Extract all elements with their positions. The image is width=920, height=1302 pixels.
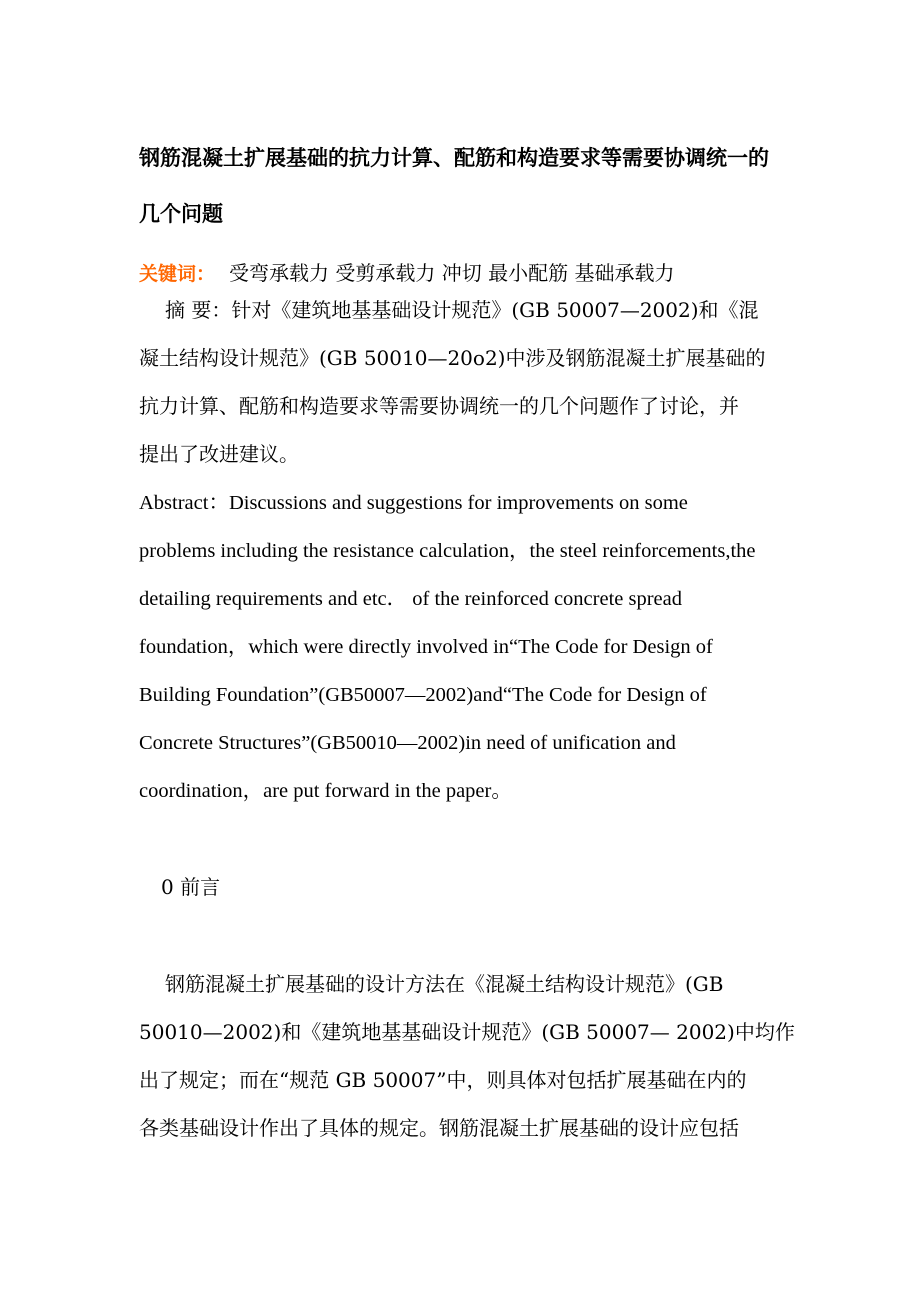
abstract-en-line: Concrete Structures”(GB50010—2002)in need of unification and (139, 732, 676, 754)
abstract-cn-line: 提出了改进建议。 (139, 442, 299, 466)
section-heading: 0 前言 (161, 875, 221, 899)
title-line-2: 几个问题 (139, 202, 223, 226)
body-line: 钢筋混凝土扩展基础的设计方法在《混凝土结构设计规范》(GB (165, 972, 724, 996)
abstract-cn-line: 摘 要：针对《建筑地基基础设计规范》(GB 50007—2002)和《混 (165, 298, 759, 322)
body-line: 各类基础设计作出了具体的规定。钢筋混凝土扩展基础的设计应包括 (139, 1116, 739, 1140)
body-line: 50010—2002)和《建筑地基基础设计规范》(GB 50007— 2002)中均作 (139, 1020, 795, 1044)
keywords-label: 关键词： (139, 263, 216, 285)
body-line: 出了规定；而在“规范 GB 50007”中，则具体对包括扩展基础在内的 (139, 1068, 747, 1092)
keywords-text: 受弯承载力 受剪承载力 冲切 最小配筋 基础承载力 (229, 261, 675, 285)
abstract-cn-line: 抗力计算、配筋和构造要求等需要协调统一的几个问题作了讨论，并 (139, 394, 739, 418)
abstract-cn-line: 凝土结构设计规范》(GB 50010—20o2)中涉及钢筋混凝土扩展基础的 (139, 346, 766, 370)
keywords-row (139, 258, 674, 289)
abstract-en-line: detailing requirements and etc． of the reinforced concrete spread (139, 588, 682, 610)
abstract-en-line: Building Foundation”(GB50007—2002)and“The Code for Design of (139, 684, 707, 706)
abstract-en-line: coordination，are put forward in the paper。 (139, 780, 512, 802)
title-line-1: 钢筋混凝土扩展基础的抗力计算、配筋和构造要求等需要协调统一的 (139, 146, 769, 170)
abstract-en-line: foundation，which were directly involved in“The Code for Design of (139, 636, 713, 658)
abstract-en-line: problems including the resistance calculation，the steel reinforcements,the (139, 540, 756, 562)
abstract-en-line: Abstract：Discussions and suggestions for improvements on some (139, 492, 688, 514)
